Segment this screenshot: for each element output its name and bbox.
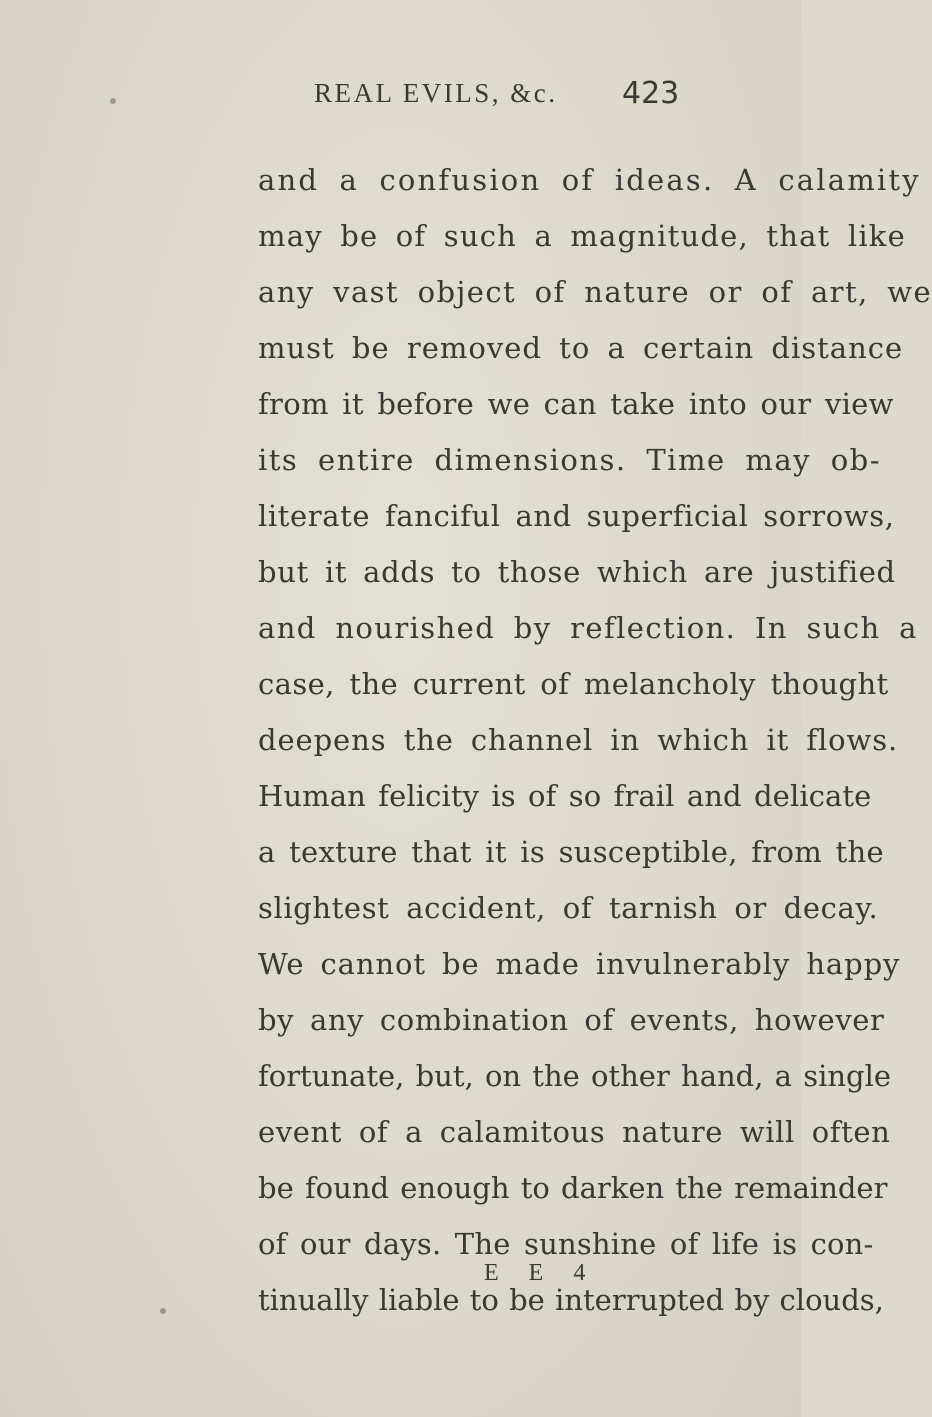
text-line: We cannot be made invulnerably happy [258,947,901,981]
text-line: tinually liable to be interrupted by clouds, [258,1283,884,1317]
signature-mark: E E 4 [484,1260,598,1286]
text-line: must be removed to a certain distance [258,331,904,365]
text-line: and a confusion of ideas. A calamity [258,163,921,197]
text-line: a texture that it is susceptible, from the [258,835,884,869]
running-head [0,78,801,118]
text-line: its entire dimensions. Time may ob- [258,443,882,477]
text-line: deepens the channel in which it flows. [258,723,899,757]
ink-speck [160,1308,166,1314]
text-line: but it adds to those which are justified [258,555,896,589]
text-line: literate fanciful and superficial sorrows, [258,499,895,533]
page-number: 423 [622,76,680,111]
text-line: from it before we can take into our view [258,387,894,421]
running-head-title: REAL EVILS, &c. [314,78,558,108]
text-line: and nourished by reflection. In such a [258,611,918,645]
text-line: by any combination of events, however [258,1003,885,1037]
text-line: of our days. The sunshine of life is con- [258,1227,874,1261]
text-line: be found enough to darken the remainder [258,1171,888,1205]
text-line: case, the current of melancholy thought [258,667,889,701]
text-line: may be of such a magnitude, that like [258,219,906,253]
text-line: event of a calamitous nature will often [258,1115,891,1149]
text-line: fortunate, but, on the other hand, a single [258,1059,892,1093]
text-line: any vast object of nature or of art, we [258,275,932,309]
text-line: Human felicity is of so frail and delicate [258,779,872,813]
text-line: slightest accident, of tarnish or decay. [258,891,879,925]
